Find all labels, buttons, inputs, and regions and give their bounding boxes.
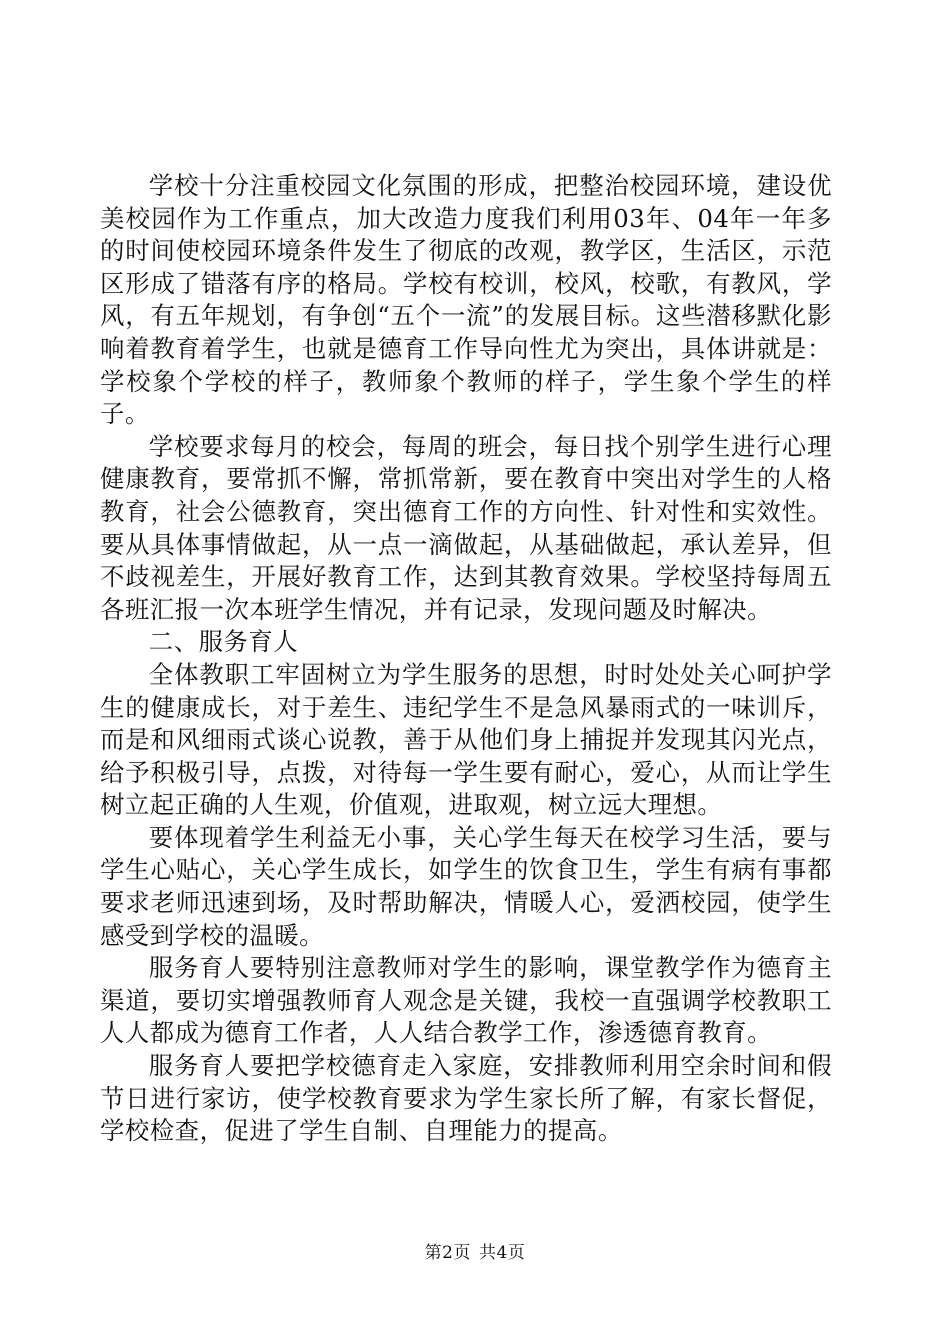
document-body [100, 170, 832, 1148]
page-number: 第2页 [424, 1243, 471, 1263]
paragraph-moral-education: 学校要求每月的校会，每周的班会，每日找个别学生进行心理健康教育，要常抓不懈，常抓常新，要在教育中突出对学生的人格教育，社会公德教育，突出德育工作的方向性、针对性和实效性。要从具体事情做起，从一点一滴做起，从基础做起，承认差异，但不歧视差生，开展好教育工作，达到其教育效果。学校坚持每周五各班汇报一次本班学生情况，并有记录，发现问题及时解决。 [100, 431, 832, 624]
page-footer [0, 1242, 950, 1264]
paragraph-teacher-influence: 服务育人要特别注意教师对学生的影响，课堂教学作为德育主渠道，要切实增强教师育人观念是关键，我校一直强调学校教职工人人都成为德育工作者，人人结合教学工作，渗透德育教育。 [100, 953, 832, 1048]
paragraph-home-visits: 服务育人要把学校德育走入家庭，安排教师利用空余时间和假节日进行家访，使学校教育要求为学生家长所了解，有家长督促，学校检查，促进了学生自制、自理能力的提高。 [100, 1051, 832, 1146]
paragraph-staff-service: 全体教职工牢固树立为学生服务的思想，时时处处关心呵护学生的健康成长，对于差生、违纪学生不是急风暴雨式的一味训斥，而是和风细雨式谈心说教，善于从他们身上捕捉并发现其闪光点，给予积极引导，点拨，对待每一学生要有耐心，爱心，从而让学生树立起正确的人生观，价值观，进取观，树立远大理想。 [100, 659, 832, 820]
section-heading-service: 二、服务育人 [148, 627, 299, 657]
paragraph-student-care: 要体现着学生利益无小事，关心学生每天在校学习生活，要与学生心贴心，关心学生成长，如学生的饮食卫生，学生有病有事都要求老师迅速到场，及时帮助解决，情暖人心，爱洒校园，使学生感受到学校的温暖。 [100, 822, 832, 950]
paragraph-campus-culture: 学校十分注重校园文化氛围的形成，把整治校园环境，建设优美校园作为工作重点，加大改造力度我们利用03年、04年一年多的时间使校园环境条件发生了彻底的改观，教学区，生活区，示范区形成了错落有序的格局。学校有校训，校风，校歌，有教风，学风，有五年规划，有争创“五个一流”的发展目标。这些潜移默化影响着教育着学生，也就是德育工作导向性尤为突出，具体讲就是：学校象个学校的样子，教师象个教师的样子，学生象个学生的样子。 [100, 171, 832, 429]
page-total: 共4页 [479, 1243, 526, 1263]
